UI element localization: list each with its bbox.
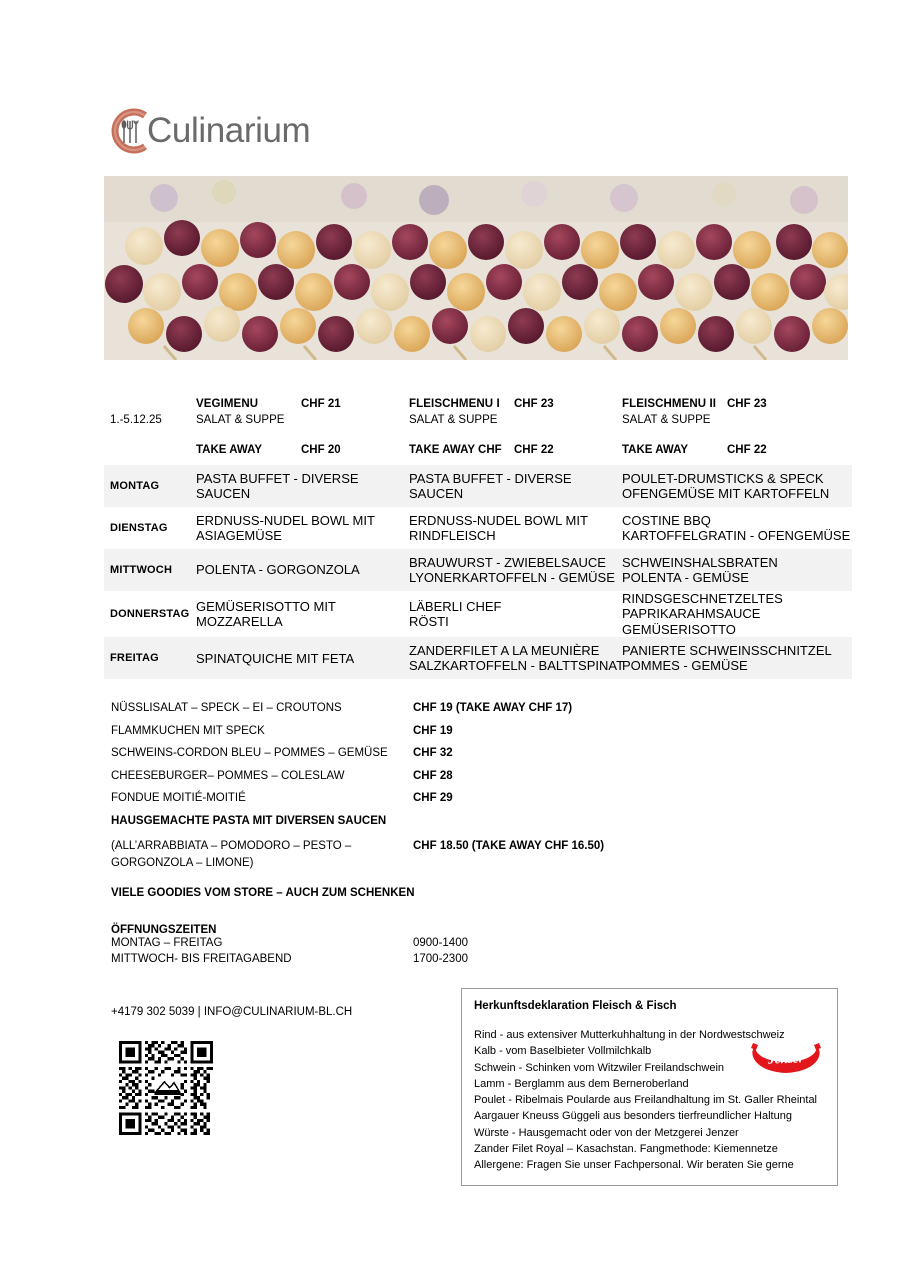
text-line: POLENTA - GORGONZOLA — [196, 562, 360, 578]
pasta-heading: HAUSGEMACHTE PASTA MIT DIVERSEN SAUCEN — [111, 815, 387, 827]
text-line: PASTA BUFFET - DIVERSE — [196, 470, 359, 486]
text-line: ZANDERFILET A LA MEUNIÈRE — [409, 642, 600, 658]
opening-hours-days: MITTWOCH- BIS FREITAGABEND — [111, 952, 292, 965]
weekly-menu-table — [104, 465, 852, 679]
dish-name: CHEESEBURGER– POMMES – COLESLAW — [111, 769, 345, 782]
table-row — [104, 507, 852, 549]
dish-price: CHF 29 — [413, 792, 453, 805]
opening-hours-row — [111, 937, 631, 952]
menu-column-subtitle: SALAT & SUPPE — [196, 414, 285, 426]
dish-price: CHF 19 (TAKE AWAY CHF 17) — [413, 702, 573, 714]
text-line: LYONERKARTOFFELN - GEMÜSE — [409, 570, 615, 585]
culinarium-cutlery-logo-icon — [104, 105, 156, 157]
text-line: SPINATQUICHE MIT FETA — [196, 650, 355, 666]
text-line: POULET-DRUMSTICKS & SPECK — [622, 470, 824, 486]
text-line: ASIAGEMÜSE — [196, 528, 282, 543]
menu-header — [104, 396, 852, 462]
menu-cell-fleisch-1 — [409, 599, 622, 630]
goodies-note: VIELE GOODIES VOM STORE – AUCH ZUM SCHENKEN — [111, 887, 415, 899]
text-line: Allergene: Fragen Sie unser Fachpersonal. Wir beraten Sie gerne — [474, 1159, 794, 1172]
weekday-label: FREITAG — [110, 652, 159, 665]
dish-name: SCHWEINS-CORDON BLEU – POMMES – GEMÜSE — [111, 747, 388, 760]
list-item — [111, 792, 811, 815]
menu-cell-vegi — [196, 599, 409, 630]
origin-declaration-box — [461, 988, 838, 1186]
opening-hours-time: 1700-2300 — [413, 952, 468, 965]
list-item — [111, 770, 811, 793]
table-row — [104, 591, 852, 637]
menu-column-title: VEGIMENU — [196, 398, 259, 410]
contact-line[interactable]: +4179 302 5039 | INFO@CULINARIUM-BL.CH — [111, 1006, 353, 1018]
menu-column-takeaway-label: TAKE AWAY — [622, 444, 689, 456]
text-line: SCHWEINSHALSBRATEN — [622, 554, 778, 570]
menu-column-takeaway-label: TAKE AWAY CHF — [409, 444, 502, 456]
menu-cell-fleisch-2 — [622, 512, 851, 544]
text-line: Zander Filet Royal – Kasachstan. Fangmethode: Kiemennetze — [474, 1142, 778, 1155]
brand-name: Culinarium — [147, 111, 311, 150]
menu-cell-vegi — [196, 651, 409, 666]
alacarte-list — [111, 702, 811, 815]
text-line: MOZZARELLA — [196, 614, 283, 630]
dish-price: CHF 32 — [413, 747, 453, 760]
menu-cell-fleisch-1 — [409, 471, 622, 502]
svg-text:Jenzer: Jenzer — [767, 1050, 804, 1067]
text-line: SAUCEN — [196, 486, 251, 501]
list-item — [111, 747, 811, 770]
menu-column-takeaway-price: CHF 20 — [301, 444, 341, 456]
text-line: Kalb - vom Baselbieter Vollmilchkalb — [474, 1045, 652, 1058]
menu-cell-fleisch-1 — [409, 642, 625, 674]
menu-column-subtitle: SALAT & SUPPE — [409, 414, 498, 426]
menu-column-subtitle: SALAT & SUPPE — [622, 414, 711, 426]
hero-image — [104, 176, 848, 360]
menu-date-range: 1.-5.12.25 — [110, 414, 162, 426]
opening-hours-time: 0900-1400 — [413, 937, 468, 949]
qr-code-icon[interactable] — [119, 1041, 213, 1135]
text-line: PANIERTE SCHWEINSSCHNITZEL — [622, 642, 832, 658]
text-line: Schwein - Schinken vom Witzwiler Freilandschwein — [474, 1061, 725, 1074]
text-line: ERDNUSS-NUDEL BOWL MIT — [409, 512, 588, 528]
menu-cell-fleisch-2 — [622, 591, 835, 637]
opening-hours-row — [111, 953, 631, 968]
weekday-label: MITTWOCH — [110, 564, 173, 576]
text-line: OFENGEMÜSE MIT KARTOFFELN — [622, 486, 830, 501]
text-line: SAUCEN — [409, 486, 464, 501]
menu-cell-vegi — [196, 513, 409, 544]
list-item — [111, 702, 811, 725]
menu-column-title: FLEISCHMENU I — [409, 398, 500, 410]
weekday-label: DONNERSTAG — [110, 608, 190, 621]
table-row — [104, 465, 852, 507]
pasta-price: CHF 18.50 (TAKE AWAY CHF 16.50) — [413, 840, 605, 852]
text-line: RINDFLEISCH — [409, 528, 496, 543]
menu-column-takeaway-label: TAKE AWAY — [196, 444, 263, 456]
menu-column-price: CHF 23 — [514, 398, 554, 410]
text-line: Aargauer Kneuss Güggeli aus besonders tierfreundlicher Haltung — [474, 1110, 792, 1123]
menu-column-title: FLEISCHMENU II — [622, 398, 717, 410]
opening-hours — [111, 924, 631, 967]
text-line: SALZKARTOFFELN - BALTTSPINAT — [409, 658, 625, 674]
weekday-label: DIENSTAG — [110, 522, 168, 534]
text-line: POMMES - GEMÜSE — [622, 658, 748, 674]
menu-cell-fleisch-1 — [409, 513, 622, 544]
text-line: PAPRIKARAHMSAUCE — [622, 606, 761, 622]
table-row — [104, 637, 852, 679]
menu-column-price: CHF 23 — [727, 398, 767, 410]
pasta-description: (ALL’ARRABBIATA – POMODORO – PESTO – GORGONZOLA – LIMONE) — [111, 840, 352, 869]
dish-price: CHF 19 — [413, 724, 453, 737]
jenzer-sausage-logo-icon — [745, 1037, 827, 1079]
text-line: ERDNUSS-NUDEL BOWL MIT — [196, 512, 375, 528]
menu-cell-fleisch-2 — [622, 471, 835, 502]
text-line: KARTOFFELGRATIN - OFENGEMÜSE — [622, 528, 851, 543]
dish-name: FLAMMKUCHEN MIT SPECK — [111, 724, 265, 737]
text-line: RÖSTI — [409, 614, 449, 630]
text-line: Rind - aus extensiver Mutterkuhhaltung in der Nordwestschweiz — [474, 1029, 785, 1041]
menu-cell-vegi — [196, 471, 409, 502]
menu-column-takeaway-price: CHF 22 — [514, 444, 554, 456]
opening-hours-days: MONTAG – FREITAG — [111, 937, 223, 949]
dish-name: NÜSSLISALAT – SPECK – EI – CROUTONS — [111, 702, 342, 714]
text-line: COSTINE BBQ — [622, 512, 711, 528]
brand-logo — [104, 105, 310, 157]
menu-cell-fleisch-1 — [409, 555, 622, 586]
declaration-title: Herkunftsdeklaration Fleisch & Fisch — [474, 1000, 677, 1012]
text-line: Würste - Hausgemacht oder von der Metzgerei Jenzer — [474, 1126, 739, 1139]
menu-column-takeaway-price: CHF 22 — [727, 444, 767, 456]
menu-column-price: CHF 21 — [301, 398, 341, 410]
text-line: Lamm - Berglamm aus dem Berneroberland — [474, 1077, 689, 1090]
menu-cell-fleisch-2 — [622, 643, 835, 674]
text-line: PASTA BUFFET - DIVERSE — [409, 470, 572, 486]
text-line: GEMÜSERISOTTO — [622, 621, 736, 637]
text-line: RINDSGESCHNETZELTES — [622, 591, 783, 606]
menu-cell-fleisch-2 — [622, 555, 835, 586]
text-line: GEMÜSERISOTTO MIT — [196, 598, 336, 614]
opening-hours-title: ÖFFNUNGSZEITEN — [111, 924, 217, 936]
menu-cell-vegi — [196, 562, 409, 577]
text-line: POLENTA - GEMÜSE — [622, 570, 749, 585]
text-line: BRAUWURST - ZWIEBELSAUCE — [409, 554, 606, 570]
dish-name: FONDUE MOITIÉ-MOITIÉ — [111, 792, 246, 805]
text-line: Poulet - Ribelmais Poularde aus Freilandhaltung im St. Galler Rheintal — [474, 1094, 818, 1107]
text-line: LÄBERLI CHEF — [409, 598, 502, 614]
table-row — [104, 549, 852, 591]
dish-price: CHF 28 — [413, 769, 453, 782]
weekday-label: MONTAG — [110, 480, 160, 492]
list-item — [111, 725, 811, 748]
